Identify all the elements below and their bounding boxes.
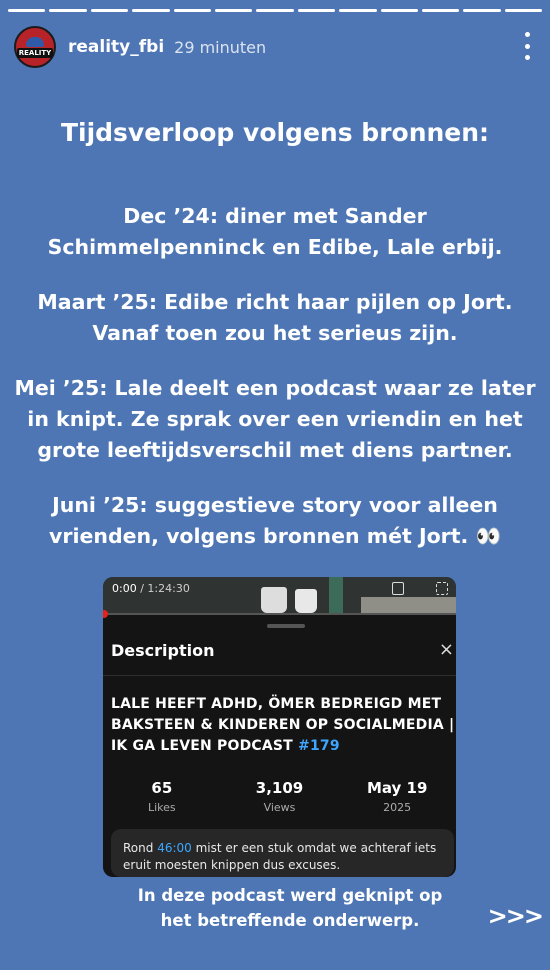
progress-segment [339,9,376,12]
story-progress-bar [8,9,542,12]
progress-segment [256,9,293,12]
story-header [14,24,536,70]
timeline-dec-24 [0,201,550,263]
drag-handle [267,624,305,628]
video-timestamp [112,582,190,595]
mug-shape [295,589,317,613]
caption-line: het betreffende onderwerp. [160,911,420,930]
note-text: Rond [123,841,158,855]
username[interactable]: reality_fbi [68,37,165,57]
description-heading: Description [111,641,215,660]
video-title-line [111,736,456,757]
text-line: Schimmelpenninck en Edibe, Lale erbij. [47,235,503,259]
avatar[interactable] [14,26,56,68]
views-label: Views [263,801,296,814]
likes-stat [103,779,221,814]
progress-segment [215,9,252,12]
progress-segment [174,9,211,12]
video-title-text: IK GA LEVEN PODCAST [111,738,299,754]
description-note [111,829,454,877]
upload-date: May 19 [366,779,428,797]
caption-line: In deze podcast werd geknipt op [137,886,443,905]
divider [103,675,456,676]
avatar-logo-text: REALITY [18,48,52,57]
avatar-helmet-icon [26,37,44,47]
video-title-line: BAKSTEEN & KINDEREN OP SOCIALMEDIA | [111,717,455,733]
note-text: mist er een stuk omdat we achteraf iets [191,841,437,855]
video-title-line: LALE HEEFT ADHD, ÖMER BEDREIGD MET [111,696,442,712]
story-caption [0,883,550,933]
views-count: 3,109 [255,779,304,797]
progress-segment [463,9,500,12]
timeline-maart-25 [0,287,550,349]
hashtag-link: #179 [298,738,340,754]
views-stat [221,779,339,814]
likes-label: Likes [148,801,176,814]
time-separator: / [136,582,148,595]
youtube-screenshot [103,577,456,877]
video-stats [103,779,456,814]
progress-segment [49,9,86,12]
video-player [103,577,456,615]
progress-segment [505,9,542,12]
progress-segment [422,9,459,12]
fullscreen-icon [436,582,448,595]
text-line: vrienden, volgens bronnen mét Jort. 👀 [48,524,502,548]
timeline-juni-25 [0,490,550,552]
progress-segment [132,9,169,12]
progress-segment [8,9,45,12]
progress-segment [381,9,418,12]
note-line [123,840,442,857]
text-line: in knipt. Ze sprak over een vriendin en het [27,407,523,431]
miniplayer-icon [392,582,404,595]
progress-segment [91,9,128,12]
text-line: grote leeftijdsverschil met diens partner. [37,438,513,462]
scrub-handle-icon [103,610,108,618]
upload-year: 2025 [383,801,412,814]
more-options-icon[interactable] [524,32,530,60]
likes-count: 65 [151,779,173,797]
story-title: Tijdsverloop volgens bronnen: [60,118,490,147]
date-stat [338,779,456,814]
text-line: Dec ’24: diner met Sander [123,204,427,228]
text-line: Vanaf toen zou het serieus zijn. [92,321,458,345]
scrub-bar [103,613,456,615]
text-line: Maart ’25: Edibe richt haar pijlen op Jort. [37,290,513,314]
timestamp-link: 46:00 [157,841,192,855]
progress-segment [298,9,335,12]
mug-shape [261,587,287,613]
text-line: Juni ’25: suggestieve story voor alleen [52,493,498,517]
timeline-mei-25 [0,373,550,466]
close-icon: × [438,639,454,660]
text-line: Mei ’25: Lale deelt een podcast waar ze later [14,376,536,400]
video-title [111,694,456,757]
post-time: 29 minuten [174,37,267,57]
current-time: 0:00 [112,582,137,595]
next-arrows-icon[interactable]: >>> [487,902,542,930]
video-duration: 1:24:30 [147,582,190,595]
note-line: eruit moesten knippen dus excuses. [123,858,341,872]
bottle-shape [329,577,343,615]
